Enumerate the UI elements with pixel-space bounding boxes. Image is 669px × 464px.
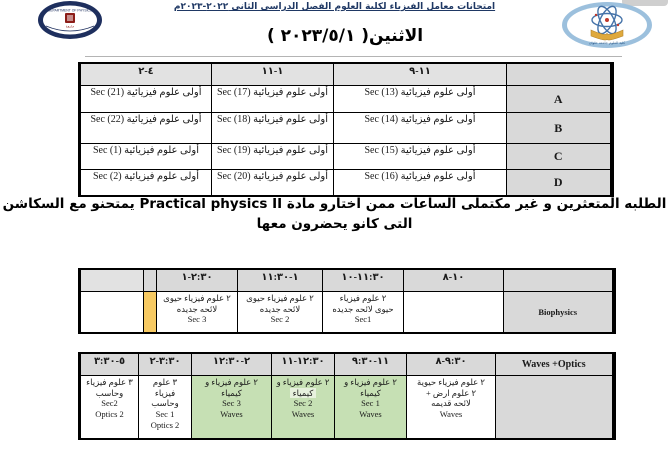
biophysics-label: Biophysics	[504, 292, 614, 334]
time-header-930-11: ١١-٩:٣٠	[335, 353, 407, 376]
biophysics-row	[80, 292, 614, 334]
biophysics-empty-cell	[80, 292, 144, 334]
waves-slot-1230-2: ٢ علوم فيزياء و كيمياء Sec 3 Waves	[192, 376, 272, 440]
slot-D-9-11: أولى علوم فيزيائية Sec (16)	[334, 170, 507, 197]
group-label-B: B	[507, 113, 612, 144]
seal-arabic-text: جامعة	[65, 24, 75, 29]
exam-header-text: امتحانات معامل الفيزياء لكلية العلوم الفصل الدراسى الثانى ٢٠٢٢-٢٠٢٣م	[173, 2, 496, 12]
slot-D-11-1: أولى علوم فيزيائية Sec (20)	[212, 170, 334, 197]
time-header-11-1: ١-١١	[212, 63, 334, 86]
exam-header-line	[0, 2, 669, 12]
header-divider	[85, 56, 622, 57]
waves-slot-330-5: ٣ علوم فيزياء وحاسب Sec2 Optics 2	[80, 376, 139, 440]
biophysics-slot-10-1130: ٢ علوم فيزياء حيوى لائحه جديده Sec1	[323, 292, 404, 334]
spacer-header-cell	[144, 269, 157, 292]
group-header-cell	[507, 63, 612, 86]
time-header-1-230: ٢:٣٠-١	[157, 269, 238, 292]
biophysics-slot-1-230: ٢ علوم فيزياء حيوى لائحه جديده Sec 3	[157, 292, 238, 334]
slot-C-9-11: أولى علوم فيزيائية Sec (15)	[334, 144, 507, 170]
waves-optics-schedule-table	[78, 352, 616, 440]
waves-header-row	[80, 353, 614, 376]
time-header-9-11: ١١-٩	[334, 63, 507, 86]
time-header-1230-2: ٢-١٢:٣٠	[192, 353, 272, 376]
biophysics-schedule-table	[78, 268, 616, 334]
waves-slot-11-1230: ٢ علوم فيزياء و كيمياء Sec 2 Waves	[272, 376, 335, 440]
slot-C-2-4: أولى علوم فيزيائية Sec (1)	[80, 144, 212, 170]
group-row-B	[80, 113, 612, 144]
note-line-1: الطلبه المتعثرين و غير مكتملى الساعات ممن اختارو مادة Practical physics II يمتحنو مع السكاشن	[2, 196, 667, 212]
waves-slot-2-330: ٣ علوم فيزياء وحاسب Sec 1 Optics 2	[139, 376, 192, 440]
practical-physics-note	[0, 194, 669, 234]
group-row-C	[80, 144, 612, 170]
time-header-2-4: ٤-٢	[80, 63, 212, 86]
slot-C-11-1: أولى علوم فيزيائية Sec (19)	[212, 144, 334, 170]
time-header-8-930: ٩:٣٠-٨	[407, 353, 496, 376]
biophysics-slot-1130-1: ٢ علوم فيزياء حيوى لائحه جديده Sec 2	[238, 292, 323, 334]
waves-row	[80, 376, 614, 440]
first-year-schedule-table	[78, 62, 614, 197]
biophysics-slot-8-10	[404, 292, 504, 334]
waves-slot-930-11: ٢ علوم فيزياء و كيمياء Sec 1 Waves	[335, 376, 407, 440]
time-header-2-330: ٣:٣٠-٢	[139, 353, 192, 376]
note-line-2: التى كانو يحضرون معها	[256, 216, 413, 232]
slot-A-11-1: أولى علوم فيزيائية Sec (17)	[212, 86, 334, 113]
group-label-C: C	[507, 144, 612, 170]
slot-A-9-11: أولى علوم فيزيائية Sec (13)	[334, 86, 507, 113]
highlighted-word: كيمياء	[290, 388, 317, 398]
biophysics-yellow-marker-cell	[144, 292, 157, 334]
empty-header-cell	[80, 269, 144, 292]
seal-faculty-text: كلية العلوم جامعة حلوان	[588, 41, 626, 45]
slot-A-2-4: أولى علوم فيزيائية Sec (21)	[80, 86, 212, 113]
slot-B-2-4: أولى علوم فيزيائية Sec (22)	[80, 113, 212, 144]
biophysics-header-row	[80, 269, 614, 292]
waves-slot-8-930: ٢ علوم فيزياء حيوية + ٢ علوم ارض لائحه قديمه Waves	[407, 376, 496, 440]
group-row-A	[80, 86, 612, 113]
slot-B-11-1: أولى علوم فيزيائية Sec (18)	[212, 113, 334, 144]
slot-B-9-11: أولى علوم فيزيائية Sec (14)	[334, 113, 507, 144]
time-header-10-1130: ١١:٣٠-١٠	[323, 269, 404, 292]
slot-D-2-4: أولى علوم فيزيائية Sec (2)	[80, 170, 212, 197]
time-header-1130-1: ١-١١:٣٠	[238, 269, 323, 292]
group-label-A: A	[507, 86, 612, 113]
biophysics-label-header-cell	[504, 269, 614, 292]
waves-optics-label: Waves +Optics	[496, 353, 614, 376]
time-header-11-1230: ١٢:٣٠-١١	[272, 353, 335, 376]
seal-ring-text: DEPARTMENT OF PHYSICS	[47, 8, 93, 13]
group-label-D: D	[507, 170, 612, 197]
day-title: الاثنين( ٢٠٢٣/٥/١ )	[266, 26, 424, 46]
group-row-D	[80, 170, 612, 197]
waves-label-body-cell	[496, 376, 614, 440]
time-header-330-5: ٥-٣:٣٠	[80, 353, 139, 376]
first-year-header-row	[80, 63, 612, 86]
time-header-8-10: ١٠-٨	[404, 269, 504, 292]
